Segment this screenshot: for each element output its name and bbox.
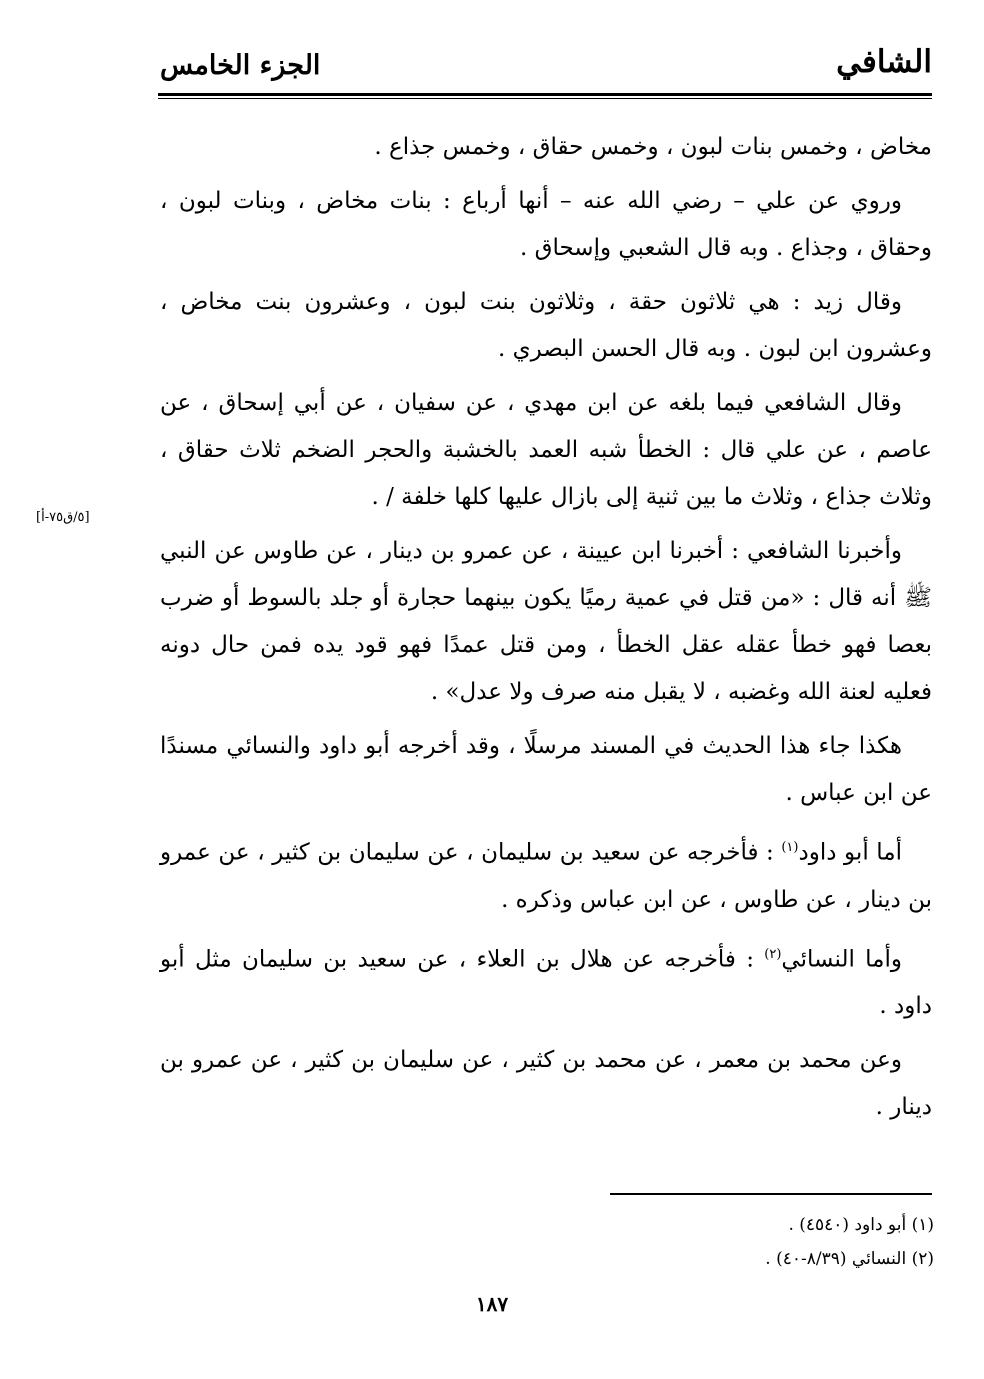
- paragraph: مخاض ، وخمس بنات لبون ، وخمس حقاق ، وخمس جذاع .: [374, 134, 932, 160]
- paragraph-text: وأما النسائي: [781, 946, 902, 973]
- footnote: (١) أبو داود (٤٥٤٠) .: [788, 1215, 934, 1235]
- paragraph-text: : فأخرجه عن هلال بن العلاء ، عن سعيد بن سليمان مثل أبو داود .: [160, 946, 932, 1020]
- book-title: الشافي: [836, 44, 932, 80]
- volume-label: الجزء الخامس: [160, 50, 321, 81]
- running-header: [160, 40, 932, 90]
- paragraph: وقال الشافعي فيما بلغه عن ابن مهدي ، عن سفيان ، عن أبي إسحاق ، عن عاصم ، عن علي قال : الخطأ شبه العمد بالخشبة والحجر الضخم ثلاث حقاق ، وثلاث جذاع ، وثلاث ما بين ثنية إلى بازال عليها كلها خلفة / .: [160, 390, 932, 510]
- paragraph-text: أما أبو داود: [798, 839, 903, 866]
- footnote-separator: [610, 1193, 932, 1195]
- paragraph: [160, 824, 932, 924]
- paragraph: [160, 931, 932, 1031]
- main-text: [160, 124, 932, 1138]
- paragraph-text: : فأخرجه عن سعيد بن سليمان ، عن سليمان بن كثير ، عن عمرو بن دينار ، عن طاوس ، عن ابن عباس وذكره .: [160, 839, 932, 913]
- page-number: ١٨٧: [475, 1292, 509, 1316]
- paragraph: وروي عن علي – رضي الله عنه – أنها أرباع : بنات مخاض ، وبنات لبون ، وحقاق ، وجذاع . وبه قال الشعبي وإسحاق .: [160, 188, 932, 261]
- header-rule-thin: [158, 98, 932, 99]
- footnote-ref[interactable]: (١): [781, 840, 799, 855]
- paragraph: وأخبرنا الشافعي : أخبرنا ابن عيينة ، عن عمرو بن دينار ، عن طاوس عن النبي ﷺ أنه قال : «من قتل في عمية رميًا يكون بينهما حجارة أو جلد بالسوط أو ضرب بعصا فهو خطأ عقله عقل الخطأ ، ومن قتل عمدًا فهو قود يده فمن حال دونه فعليه لعنة الله وغضبه ، لا يقبل منه صرف ولا عدل» .: [160, 538, 932, 705]
- paragraph: وعن محمد بن معمر ، عن محمد بن كثير ، عن سليمان بن كثير ، عن عمرو بن دينار .: [160, 1047, 932, 1121]
- manuscript-folio-note: [٥/ق٧٥-أ]: [36, 510, 90, 525]
- footnote-ref[interactable]: (٢): [764, 946, 782, 962]
- paragraph: وقال زيد : هي ثلاثون حقة ، وثلاثون بنت لبون ، وعشرون بنت مخاض ، وعشرون ابن لبون . وبه قال الحسن البصري .: [160, 289, 932, 362]
- footnotes: [534, 1208, 934, 1276]
- header-rule-thick: [158, 93, 932, 96]
- paragraph: هكذا جاء هذا الحديث في المسند مرسلًا ، وقد أخرجه أبو داود والنسائي مسندًا عن ابن عباس .: [160, 733, 932, 806]
- footnote: (٢) النسائي (٨/٣٩-٤٠) .: [765, 1249, 934, 1269]
